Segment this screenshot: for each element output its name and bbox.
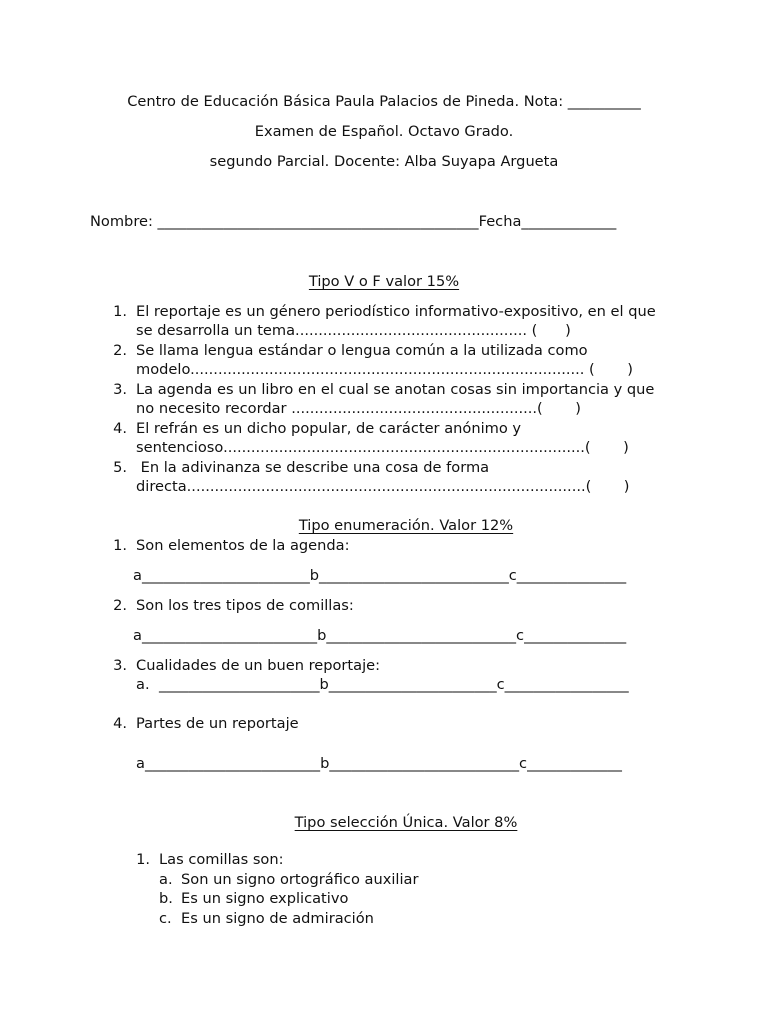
question-number: 1. xyxy=(136,851,150,868)
option-text: Es un signo explicativo xyxy=(181,890,349,907)
option-letter: a. xyxy=(159,871,173,888)
exam-title: Examen de Español. Octavo Grado. xyxy=(254,123,514,140)
question-text: Son los tres tipos de comillas: xyxy=(136,597,354,614)
item-number: 4. xyxy=(113,420,127,437)
answer-blanks: a________________________b__________________________c_____________ xyxy=(136,755,622,772)
item-text-continued: se desarrolla un tema.................................................. ( ) xyxy=(136,322,571,339)
single-choice-heading: Tipo selección Única. Valor 8% xyxy=(294,814,518,831)
question-text: Las comillas son: xyxy=(159,851,284,868)
item-text-continued: modelo..................................................................................... ( ) xyxy=(136,361,633,378)
item-text: El reportaje es un género periodístico informativo-expositivo, en el que xyxy=(136,303,656,320)
exam-subtitle: segundo Parcial. Docente: Alba Suyapa Argueta xyxy=(209,153,559,170)
item-text: Se llama lengua estándar o lengua común a la utilizada como xyxy=(136,342,588,359)
item-text-continued: sentencioso..............................................................................( ) xyxy=(136,439,629,456)
item-number: 3. xyxy=(113,381,127,398)
question-number: 2. xyxy=(113,597,127,614)
enumeration-heading: Tipo enumeración. Valor 12% xyxy=(298,517,514,534)
option-letter: c. xyxy=(159,910,172,927)
item-text: El refrán es un dicho popular, de carácter anónimo y xyxy=(136,420,522,437)
option-text: Son un signo ortográfico auxiliar xyxy=(181,871,419,888)
item-text-continued: directa......................................................................................( ) xyxy=(136,478,630,495)
question-number: 4. xyxy=(113,715,127,732)
answer-marker: a. xyxy=(136,676,150,693)
student-name-date-line: Nombre: ____________________________________________Fecha_____________ xyxy=(90,213,617,230)
item-text: En la adivinanza se describe una cosa de forma xyxy=(136,459,490,476)
school-header: Centro de Educación Básica Paula Palacios de Pineda. Nota: __________ xyxy=(127,93,641,110)
item-number: 1. xyxy=(113,303,127,320)
answer-blanks: a_______________________b__________________________c_______________ xyxy=(133,567,627,584)
true-false-heading: Tipo V o F valor 15% xyxy=(308,273,460,290)
question-number: 1. xyxy=(113,537,127,554)
question-number: 3. xyxy=(113,657,127,674)
item-text-continued: no necesito recordar .....................................................( ) xyxy=(136,400,581,417)
answer-blanks: a________________________b__________________________c______________ xyxy=(133,627,627,644)
question-text: Cualidades de un buen reportaje: xyxy=(136,657,381,674)
option-letter: b. xyxy=(159,890,173,907)
question-text: Son elementos de la agenda: xyxy=(136,537,350,554)
item-number: 2. xyxy=(113,342,127,359)
item-number: 5. xyxy=(113,459,127,476)
question-text: Partes de un reportaje xyxy=(136,715,299,732)
answer-blanks: ______________________b_______________________c_________________ xyxy=(159,676,629,693)
item-text: La agenda es un libro en el cual se anotan cosas sin importancia y que xyxy=(136,381,655,398)
option-text: Es un signo de admiración xyxy=(181,910,374,927)
